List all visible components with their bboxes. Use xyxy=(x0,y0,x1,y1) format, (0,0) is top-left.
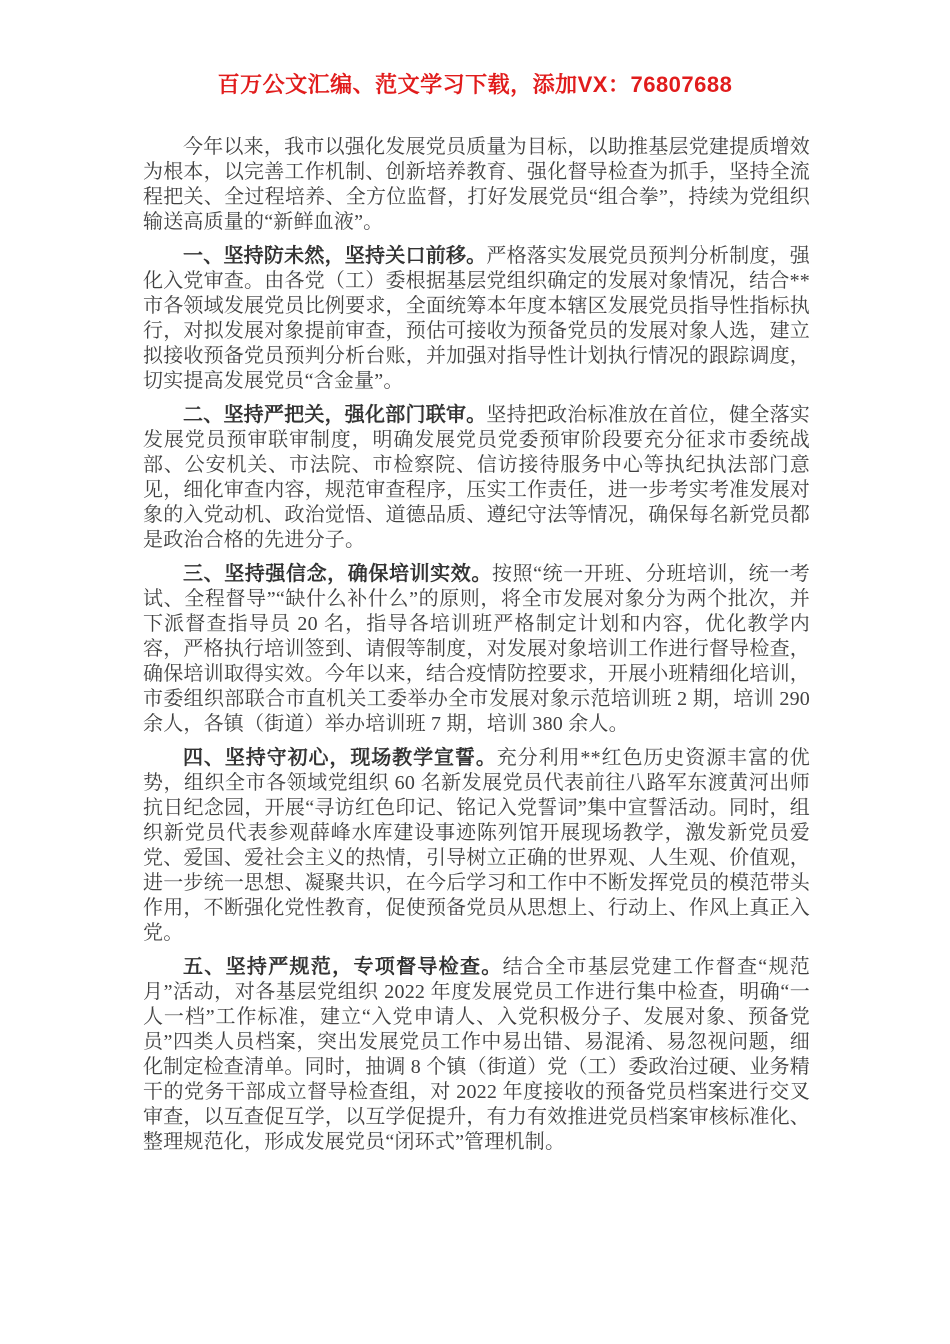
section-heading: 二、坚持严把关，强化部门联审。 xyxy=(183,404,487,426)
intro-paragraph: 今年以来，我市以强化发展党员质量为目标，以助推基层党建提质增效为根本，以完善工作机制、创新培养教育、强化督导检查为抓手，坚持全流程把关、全过程培养、全方位监督，打好发展党员“组合拳”，持续为党组织输送高质量的“新鲜血液”。 xyxy=(143,136,810,233)
section-paragraph: 三、坚持强信念，确保培训实效。按照“统一开班、分班培训，统一考试、全程督导”“缺什么补什么”的原则，将全市发展对象分为两个批次，并下派督查指导员 20 名，指导各培训班严格制定计划和内容，优化教学内容，严格执行培训签到、请假等制度，对发展对象培训工作进行督导检查，确保培训取得实效。今年以来，结合疫情防控要求，开展小班精细化培训，市委组织部联合市直机关工委举办全市发展对象示范培训班 2 期，培训 290 余人，各镇（街道）举办培训班 7 期，培训 380 余人。 xyxy=(143,563,811,735)
section-paragraph: 四、坚持守初心，现场教学宣誓。充分利用**红色历史资源丰富的优势，组织全市各领域党组织 60 名新发展党员代表前往八路军东渡黄河出师抗日纪念园，开展“寻访红色印记、铭记入党誓词”集中宣誓活动。同时，组织新党员代表参观薛峰水库建设事迹陈列馆开展现场教学，激发新党员爱党、爱国、爱社会主义的热情，引导树立正确的世界观、人生观、价值观，进一步统一思想、凝聚共识，在今后学习和工作中不断发挥党员的模范带头作用，不断强化党性教育，促使预备党员从思想上、行动上、作风上真正入党。 xyxy=(143,747,811,944)
section-paragraph: 五、坚持严规范，专项督导检查。结合全市基层党建工作督查“规范月”活动，对各基层党组织 2022 年度发展党员工作进行集中检查，明确“一人一档”工作标准，建立“入党申请人、入党积极分子、发展对象、预备党员”四类人员档案，突出发展党员工作中易出错、易混淆、易忽视问题，细化制定检查清单。同时，抽调 8 个镇（街道）党（工）委政治过硬、业务精干的党务干部成立督导检查组，对 2022 年度接收的预备党员档案进行交叉审查，以互查促互学，以互学促提升，有力有效推进党员档案审核标准化、整理规范化，形成发展党员“闭环式”管理机制。 xyxy=(143,956,810,1153)
section-heading: 五、坚持严规范，专项督导检查。 xyxy=(183,956,503,978)
section-paragraph: 二、坚持严把关，强化部门联审。坚持把政治标准放在首位，健全落实发展党员预审联审制度，明确发展党员党委预审阶段要充分征求市委统战部、公安机关、市法院、市检察院、信访接待服务中心等执纪执法部门意见，细化审查内容，规范审查程序，压实工作责任，进一步考实考准发展对象的入党动机、政治觉悟、道德品质、遵纪守法等情况，确保每名新党员都是政治合格的先进分子。 xyxy=(143,404,811,551)
header-notice: 百万公文汇编、范文学习下载，添加VX：76807688 xyxy=(217,72,733,97)
section-paragraph: 一、坚持防未然，坚持关口前移。严格落实发展党员预判分析制度，强化入党审查。由各党（工）委根据基层党组织确定的发展对象情况，结合**市各领域发展党员比例要求，全面统筹本年度本辖区发展党员指导性指标执行，对拟发展对象提前审查，预估可接收为预备党员的发展对象人选，建立拟接收预备党员预判分析台账，并加强对指导性计划执行情况的跟踪调度，切实提高发展党员“含金量”。 xyxy=(143,245,811,392)
section-heading: 三、坚持强信念，确保培训实效。 xyxy=(183,563,492,585)
section-heading: 一、坚持防未然，坚持关口前移。 xyxy=(183,245,487,267)
section-heading: 四、坚持守初心，现场教学宣誓。 xyxy=(183,747,497,769)
document-body xyxy=(143,135,810,1155)
